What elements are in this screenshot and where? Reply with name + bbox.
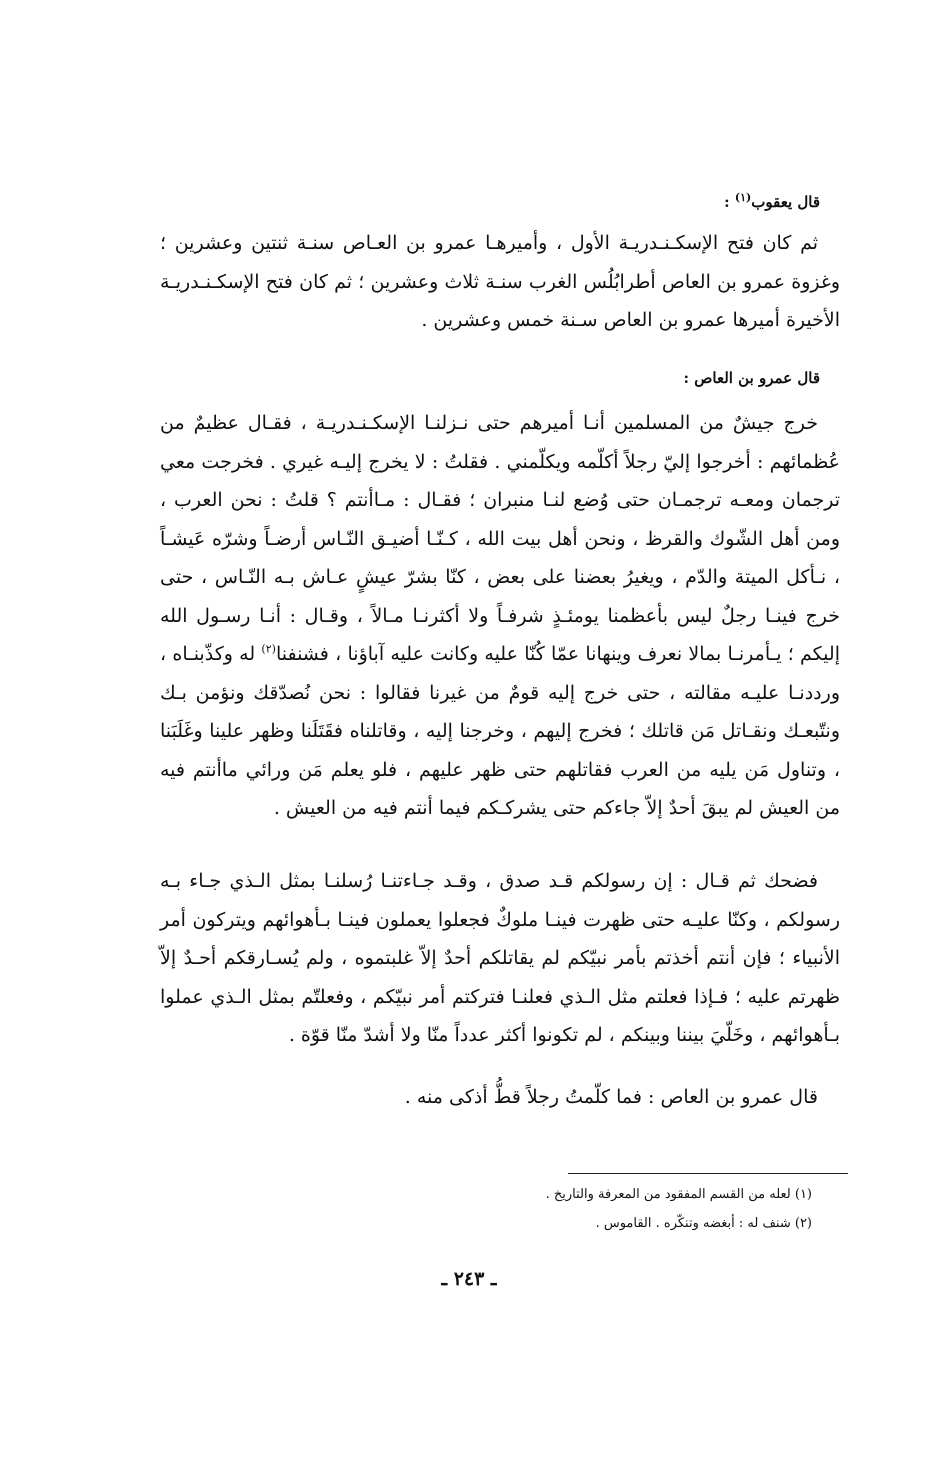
section-heading-yaqub xyxy=(140,193,820,211)
paragraph-text: قال عمرو بن العاص : فما كلّمتُ رجلاً قطُّ أذكى منه . xyxy=(404,1086,818,1108)
heading-suffix: : xyxy=(724,193,735,211)
section-heading-amr xyxy=(140,369,820,387)
paragraph-text: فضحك ثم قـال : إن رسولكم قـد صدق ، وقـد جـاءتنـا رُسلنـا بمثل الـذي جـاء بـه رسولكم ، وكنّا عليـه حتى ظهرت فينـا ملوكٌ فجعلوا يعملون فينـا بـأهوائهم ويتركون أمر الأنبياء ؛ فإن أنتم أخذتم بأمر نبيّكم لم يقاتلكم أحدٌ إلاّ غلبتموه ، ولم يُسـارقكم أحـدٌ إلاّ ظهرتم عليه ؛ فـإذا فعلتم مثل الـذي فعلنـا فتركتم أمر نبيّكم ، وفعلتّم بمثل الـذي عملوا بـأهوائهم ، وخَلّيَ بيننا وبينكم ، لم تكونوا أكثر عدداً منّا ولا أشدّ منّا قوّة . xyxy=(160,870,840,1046)
paragraph-conquest-alexandria xyxy=(160,224,840,340)
paragraph-closing xyxy=(160,1078,840,1117)
footnote-2: (٢) شنف له : أبغضه وتنكّره . القاموس . xyxy=(595,1216,812,1231)
paragraph-text: ثم كان فتح الإسكـنـدريـة الأول ، وأميرهـا عمرو بن العـاص سنـة ثنتين وعشرين ؛ وغزوة عمرو بن العاص أطرابُلُس الغرب سنـة ثلاث وعشرين ؛ ثم كان فتح الإسكـنـدريـة الأخيرة أميرها عمرو بن العاص سـنة خمس وعشرين . xyxy=(160,232,840,331)
paragraph-text xyxy=(160,404,840,828)
paragraph-amr-speech xyxy=(160,404,840,828)
paragraph-reply xyxy=(160,862,840,1055)
footnote-ref-1: (١) xyxy=(734,191,752,204)
footnote-divider xyxy=(568,1173,848,1174)
paragraph-part-1: خرج جيشٌ من المسلمين أنـا أميرهم حتى نـزلنـا الإسكـنـدريـة ، فقـال عظيمٌ من عُظمائهم : أخرجوا إليّ رجلاً أكلّمه ويكلّمني . فقلتُ : لا يخرج إليـه غيري . فخرجت معي ترجمان ومعـه ترجمـان حتى وُضع لنـا منبران ؛ فقـال : مـاأنتم ؟ قلتُ : نحن العرب ، ومن أهل الشّوك والقرظ ، ونحن أهل بيت الله ، كـنّـا أضيـق النّـاس أرضـاً وشرّه عَيشـاً ، نـأكل الميتة والدّم ، ويغيرُ بعضنا على بعض ، كنّا بشرّ عيشٍ عـاش بـه النّـاس ، حتى خرج فينـا رجلٌ ليس بأعظمنا يومئـذٍ شرفـاً ولا أكثرنـا مـالاً ، وقـال : أنـا رسـول الله إليكم ؛ يـأمرنـا بمالا نعرف وينهانا عمّا كُنّا عليه وكانت عليه آباؤنا ، فشنفنا xyxy=(160,412,840,665)
footnote-1: (١) لعله من القسم المفقود من المعرفة والتاريخ . xyxy=(545,1187,812,1202)
paragraph-part-2: له وكذّبنـاه ، ورددنـا عليـه مقالته ، حتى خرج إليه قومٌ من غيرنا فقالوا : نحن نُصدّقك ونؤمن بـك ونتّبعـك ونقـاتل مَن قاتلك ؛ فخرج إليهم ، وخرجنا إليه ، وقاتلناه فقَتَلَنا وظهر علينا وغَلَبَنا ، وتناول مَن يليه من العرب فقاتلهم حتى ظهر عليهم ، فلو يعلم مَن ورائي ماأنتم فيه من العيش لم يبقَ أحدٌ إلاّ جاءكم حتى يشركـكم فيما أنتم فيه من العيش . xyxy=(160,643,840,819)
footnote-ref-2: (٢) xyxy=(261,642,276,656)
page-number: ـ ٢٤٣ ـ xyxy=(441,1268,497,1290)
heading-text: قال يعقوب xyxy=(751,193,820,211)
heading-text: قال عمرو بن العاص : xyxy=(683,369,820,387)
